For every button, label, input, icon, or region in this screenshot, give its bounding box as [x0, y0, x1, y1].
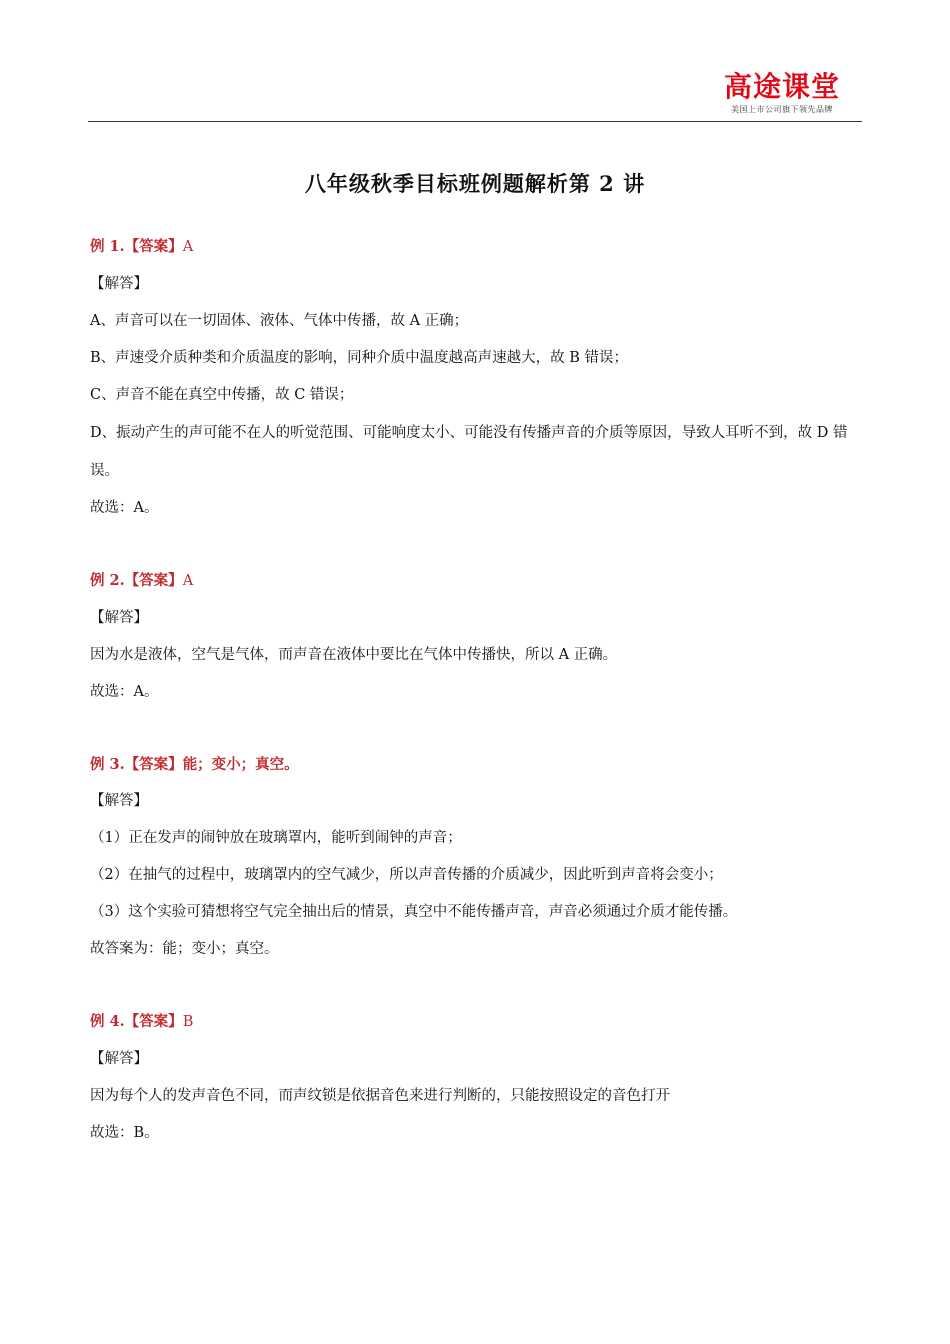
example-heading: [90, 746, 865, 783]
analysis-line: （1）正在发声的闹钟放在玻璃罩内，能听到闹钟的声音；: [90, 830, 462, 846]
header-divider: [88, 121, 862, 122]
example-heading: [90, 228, 865, 266]
conclusion: 故选：B。: [90, 1125, 159, 1141]
example-answer: A: [182, 239, 194, 255]
analysis-label: 【解答】: [90, 276, 148, 292]
analysis-label: 【解答】: [90, 610, 148, 626]
conclusion: 故答案为：能；变小；真空。: [90, 941, 279, 957]
logo-text: 高途课堂: [723, 70, 840, 103]
example-label: 例 1.【答案】: [90, 238, 183, 255]
analysis-line: B、声速受介质种类和介质温度的影响，同种介质中温度越高声速越大，故 B 错误；: [90, 350, 629, 366]
page-title: 八年级秋季目标班例题解析第 2 讲: [304, 171, 646, 196]
conclusion: 故选：A。: [90, 684, 159, 700]
example-label: 例 3.【答案】: [90, 756, 183, 773]
example-answer: A: [182, 573, 194, 589]
example-3: [90, 746, 865, 968]
example-answer: B: [182, 1014, 194, 1030]
analysis-label: 【解答】: [90, 1051, 148, 1067]
example-2: [90, 562, 865, 711]
analysis-label: 【解答】: [90, 793, 148, 809]
conclusion: 故选：A。: [90, 500, 159, 516]
analysis-line: （2）在抽气的过程中，玻璃罩内的空气减少，所以声音传播的介质减少，因此听到声音将会变小；: [90, 867, 723, 883]
example-answer: 能；变小；真空。: [182, 756, 299, 773]
analysis-line: A、声音可以在一切固体、液体、气体中传播，故 A 正确；: [90, 313, 469, 329]
example-4: [90, 1003, 865, 1152]
analysis-line: 因为每个人的发声音色不同，而声纹锁是依据音色来进行判断的，只能按照设定的音色打开: [90, 1088, 670, 1104]
analysis-line: D、振动产生的声可能不在人的听觉范围、可能响度太小、可能没有传播声音的介质等原因，导致人耳听不到，故 D 错误。: [90, 425, 848, 479]
example-heading: [90, 562, 865, 600]
example-heading: [90, 1003, 865, 1041]
example-label: 例 4.【答案】: [90, 1013, 183, 1030]
analysis-line: C、声音不能在真空中传播，故 C 错误；: [90, 387, 354, 403]
document-body: [90, 228, 865, 1187]
example-1: [90, 228, 865, 527]
analysis-line: （3）这个实验可猜想将空气完全抽出后的情景，真空中不能传播声音，声音必须通过介质才能传播。: [90, 904, 738, 920]
analysis-line: 因为水是液体，空气是气体，而声音在液体中要比在气体中传播快，所以 A 正确。: [90, 647, 618, 663]
brand-logo: [724, 72, 840, 115]
logo-tagline: 美国上市公司旗下领先品牌: [730, 105, 833, 114]
example-label: 例 2.【答案】: [90, 572, 183, 589]
